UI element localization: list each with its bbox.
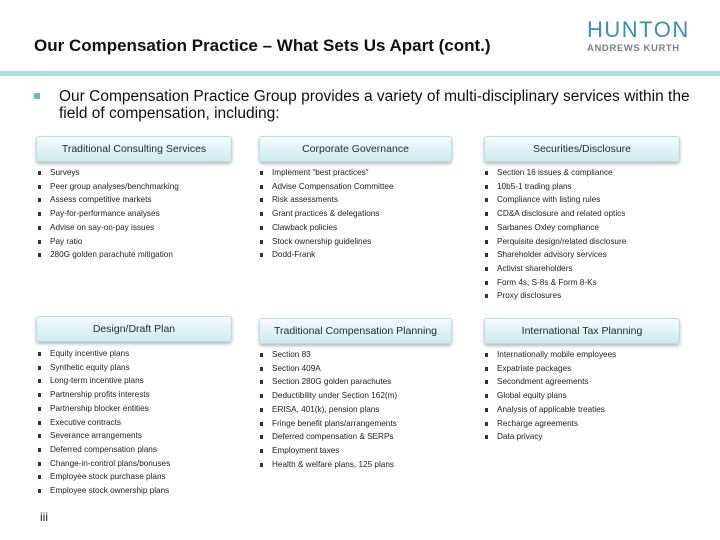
panel-heading-corporate-governance: Corporate Governance: [259, 136, 452, 162]
panel-heading-securities-disclosure: Securities/Disclosure: [484, 136, 680, 162]
list-traditional-compensation-planning: [259, 348, 397, 471]
list-item: Employee stock purchase plans: [37, 470, 170, 484]
list-item: Deferred compensation & SERPs: [259, 430, 397, 444]
panel-heading-traditional-compensation-planning: Traditional Compensation Planning: [259, 318, 452, 344]
list-item: Data privacy: [484, 430, 616, 444]
list-item: Perquisite design/related disclosure: [484, 235, 626, 249]
list-item: Implement “best practices”: [259, 166, 394, 180]
list-item: Employee stock ownership plans: [37, 484, 170, 498]
list-item: Activist shareholders: [484, 262, 626, 276]
list-corporate-governance: [259, 166, 394, 262]
list-item: Partnership profits interests: [37, 388, 170, 402]
list-item: Fringe benefit plans/arrangements: [259, 417, 397, 431]
panel-heading-international-tax-planning: International Tax Planning: [484, 318, 680, 344]
panel-heading-traditional-consulting: Traditional Consulting Services: [36, 136, 232, 162]
list-item: 280G golden parachute mitigation: [37, 248, 179, 262]
list-item: Form 4s, S-8s & Form 8-Ks: [484, 276, 626, 290]
list-item: Section 280G golden parachutes: [259, 375, 397, 389]
list-item: Section 409A: [259, 362, 397, 376]
list-item: Internationally mobile employees: [484, 348, 616, 362]
list-item: Shareholder advisory services: [484, 248, 626, 262]
list-item: Global equity plans: [484, 389, 616, 403]
list-item: CD&A disclosure and related optics: [484, 207, 626, 221]
list-item: Section 83: [259, 348, 397, 362]
list-item: Section 16 issues & compliance: [484, 166, 626, 180]
list-item: Deductibility under Section 162(m): [259, 389, 397, 403]
list-item: Risk assessments: [259, 193, 394, 207]
list-item: Synthetic equity plans: [37, 361, 170, 375]
list-item: Assess competitive markets: [37, 193, 179, 207]
list-item: Sarbanes Oxley compliance: [484, 221, 626, 235]
list-item: Analysis of applicable treaties: [484, 403, 616, 417]
list-item: Secondment agreements: [484, 375, 616, 389]
list-item: Severance arrangements: [37, 429, 170, 443]
company-logo: [587, 18, 693, 55]
list-design-draft-plan: [37, 347, 170, 498]
list-item: 10b5-1 trading plans: [484, 180, 626, 194]
page-title: Our Compensation Practice – What Sets Us Apart (cont.): [34, 36, 491, 55]
list-item: Advise Compensation Committee: [259, 180, 394, 194]
list-item: Advise on say-on-pay issues: [37, 221, 179, 235]
list-item: Stock ownership guidelines: [259, 235, 394, 249]
panel-heading-design-draft-plan: Design/Draft Plan: [36, 316, 232, 342]
list-traditional-consulting: [37, 166, 179, 262]
intro-text: Our Compensation Practice Group provides a variety of multi-disciplinary services within the field of compensation, including:: [59, 88, 690, 122]
list-item: Peer group analyses/benchmarking: [37, 180, 179, 194]
list-item: Employment taxes: [259, 444, 397, 458]
list-item: Health & welfare plans, 125 plans: [259, 458, 397, 472]
list-item: Pay ratio: [37, 235, 179, 249]
logo-line-1: HUNTON: [587, 17, 690, 42]
list-item: Clawback policies: [259, 221, 394, 235]
header-divider: [0, 71, 720, 76]
intro-paragraph: [34, 88, 694, 122]
list-item: Change-in-control plans/bonuses: [37, 457, 170, 471]
list-item: Surveys: [37, 166, 179, 180]
list-item: Executive contracts: [37, 416, 170, 430]
logo-line-2: ANDREWS KURTH: [587, 43, 680, 54]
list-item: Deferred compensation plans: [37, 443, 170, 457]
list-item: Partnership blocker entities: [37, 402, 170, 416]
list-item: Pay-for-performance analyses: [37, 207, 179, 221]
list-item: Recharge agreements: [484, 417, 616, 431]
list-item: Expatriate packages: [484, 362, 616, 376]
list-item: Dodd-Frank: [259, 248, 394, 262]
list-item: Compliance with listing rules: [484, 193, 626, 207]
list-item: Grant practices & delegations: [259, 207, 394, 221]
list-item: Equity incentive plans: [37, 347, 170, 361]
page-number: iii: [40, 510, 48, 524]
list-item: Proxy disclosures: [484, 289, 626, 303]
list-item: Long-term incentive plans: [37, 374, 170, 388]
square-bullet-icon: [34, 93, 40, 99]
list-securities-disclosure: [484, 166, 626, 303]
list-international-tax-planning: [484, 348, 616, 444]
list-item: ERISA, 401(k), pension plans: [259, 403, 397, 417]
